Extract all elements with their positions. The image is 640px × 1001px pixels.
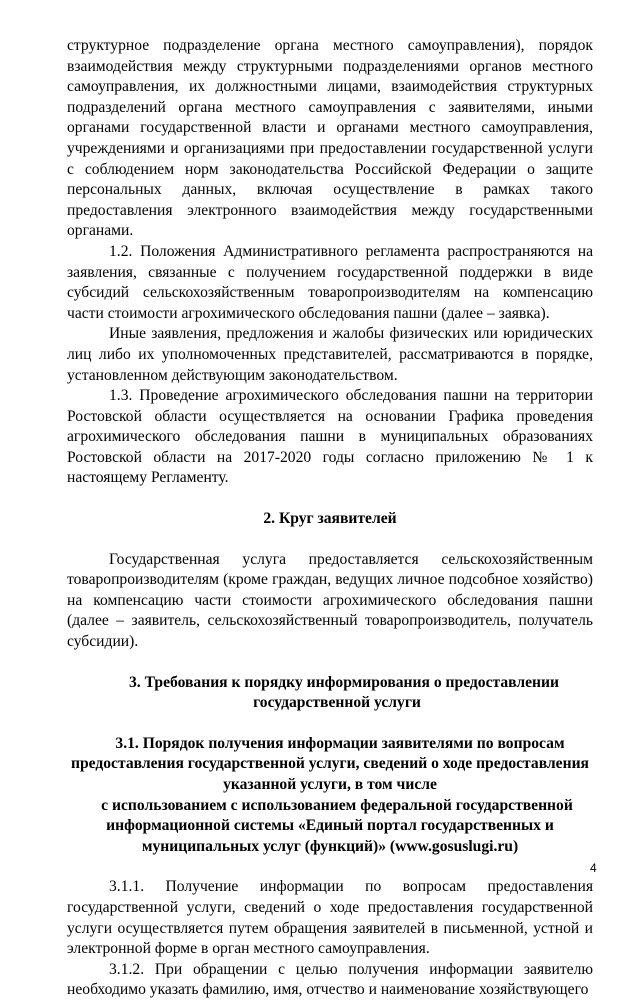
section-3-1-heading-line-4: с использованием с использованием федеральной государственной — [101, 796, 573, 814]
section-3-1-heading-line-3: указанной услуги, в том числе — [223, 776, 437, 793]
section-3-heading-line-1: 3. Требования к порядку информирования о предоставлении — [129, 673, 559, 691]
paragraph-1-2: 1.2. Положения Административного регламента распространяются на заявления, связанные с получением государственной поддержки в виде субсидий сельскохозяйственным товаропроизводителям на компенсацию части стоимости агрохимического обследования пашни (далее – заявка). — [67, 242, 593, 322]
paragraph-3-1-1: 3.1.1. Получение информации по вопросам предоставления государственной услуги, сведений о ходе предоставления государственной услуги осуществляется путем обращения заявителей в письменной, устной и электронной форме в орган местного самоуправления. — [67, 878, 593, 958]
section-3-1-heading-line-2: предоставления государственной услуги, сведений о ходе предоставления — [70, 755, 589, 773]
paragraph-other-applications: Иные заявления, предложения и жалобы физических или юридических лиц либо их уполномоченных представителей, рассматриваются в порядке, установленном действующим законодательством. — [67, 325, 593, 384]
section-3-heading — [67, 673, 593, 714]
section-2-heading: 2. Круг заявителей — [263, 510, 397, 528]
section-3-1-heading — [67, 734, 593, 858]
page-body — [67, 36, 593, 1001]
page-number: 4 — [590, 861, 597, 875]
paragraph-1-3: 1.3. Проведение агрохимического обследования пашни на территории Ростовской области осуществляется на основании Графика проведения агрохимического обследования пашни в муниципальных образованиях Ростовской области на 2017-2020 годы согласно приложению № 1 к настоящему Регламенту. — [67, 387, 593, 487]
paragraph-3-1-2: 3.1.2. При обращении с целью получения информации заявителю необходимо указать фамилию, имя, отчество и наименование хозяйствующего — [67, 960, 593, 999]
section-3-heading-line-2: государственной услуги — [253, 694, 421, 712]
section-3-1-heading-line-6: муниципальных услуг (функций)» (www.gosuslugi.ru) — [141, 837, 519, 855]
section-3-1-heading-line-1: 3.1. Порядок получения информации заявителями по вопросам — [115, 734, 565, 752]
paragraph-applicants: Государственная услуга предоставляется сельскохозяйственным товаропроизводителям (кроме граждан, ведущих личное подсобное хозяйство) на компенсацию части стоимости агрохимического обследования пашни (далее – заявитель, сельскохозяйственный товаропроизводитель, получатель субсидии). — [67, 550, 593, 651]
section-3-1-heading-line-5: информационной системы «Единый портал государственных и — [106, 817, 554, 835]
paragraph-1-1-continuation: структурное подразделение органа местного самоуправления), порядок взаимодействия между структурными подразделениями органов местного самоуправления, их должностными лицами, взаимодействия структурных подразделений органа местного самоуправления с заявителями, иными органами государственной власти и органами местного самоуправления, учреждениями и организациями при предоставлении государственной услуги с соблюдением норм законодательства Российской Федерации о защите персональных данных, включая осуществление в рамках такого предоставления электронного взаимодействия между государственными органами. — [67, 37, 593, 240]
